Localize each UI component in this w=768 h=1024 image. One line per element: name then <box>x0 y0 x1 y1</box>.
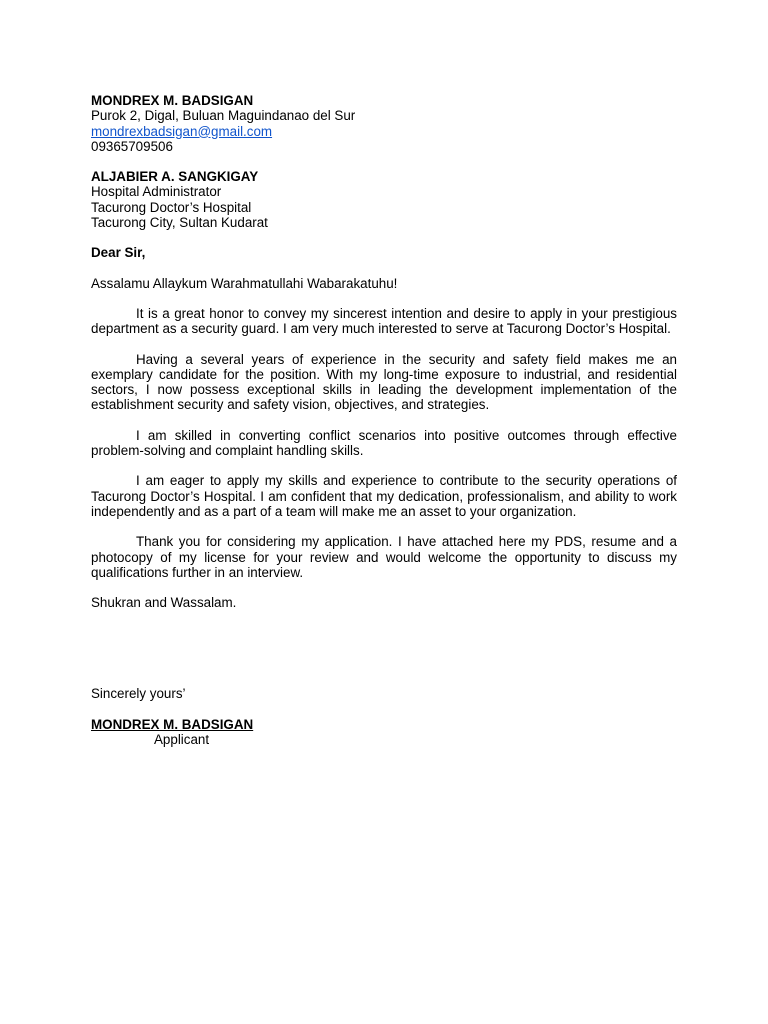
closing-phrase: Shukran and Wassalam. <box>91 595 237 611</box>
body-paragraph-4: I am eager to apply my skills and experience to contribute to the security operations of Tacurong Doctor’s Hospital. I am confident that my dedication, professionalism, and ability to work independently and as a part of a team will make me an asset to your organization. <box>91 473 677 519</box>
body-paragraph-3: I am skilled in converting conflict scenarios into positive outcomes through effective problem-solving and complaint handling skills. <box>91 427 677 459</box>
signoff: Sincerely yours’ <box>91 686 186 702</box>
body-paragraph-2: Having a several years of experience in the security and safety field makes me an exemplary candidate for the position. With my long-time exposure to industrial, and residential sectors, I now possess exceptional skills in leading the development implementation of the establishment security and safety vision, objectives, and strategies. <box>91 351 677 413</box>
sender-phone: 09365709506 <box>91 138 173 154</box>
salutation: Dear Sir, <box>91 245 146 261</box>
signature-name: MONDREX M. BADSIGAN <box>91 716 254 732</box>
recipient-title: Hospital Administrator <box>91 184 222 200</box>
sender-email-link[interactable]: mondrexbadsigan@gmail.com <box>91 123 273 139</box>
recipient-location: Tacurong City, Sultan Kudarat <box>91 215 268 231</box>
body-paragraph-5: Thank you for considering my application. I have attached here my PDS, resume and a photocopy of my license for your review and would welcome the opportunity to discuss my qualifications further in an interview. <box>91 534 677 580</box>
body-paragraph-1: It is a great honor to convey my sincerest intention and desire to apply in your prestigious department as a security guard. I am very much interested to serve at Tacurong Doctor’s Hospital. <box>91 305 677 337</box>
recipient-name: ALJABIER A. SANGKIGAY <box>91 169 259 185</box>
recipient-organization: Tacurong Doctor’s Hospital <box>91 199 252 215</box>
letter-page <box>91 93 677 747</box>
greeting: Assalamu Allaykum Warahmatullahi Wabarakatuhu! <box>91 275 398 291</box>
signature-title: Applicant <box>154 732 210 748</box>
sender-address: Purok 2, Digal, Buluan Maguindanao del Sur <box>91 108 356 124</box>
recipient-block <box>91 169 677 230</box>
signature-block <box>91 717 677 748</box>
sender-name: MONDREX M. BADSIGAN <box>91 93 254 108</box>
sender-block <box>91 93 677 154</box>
